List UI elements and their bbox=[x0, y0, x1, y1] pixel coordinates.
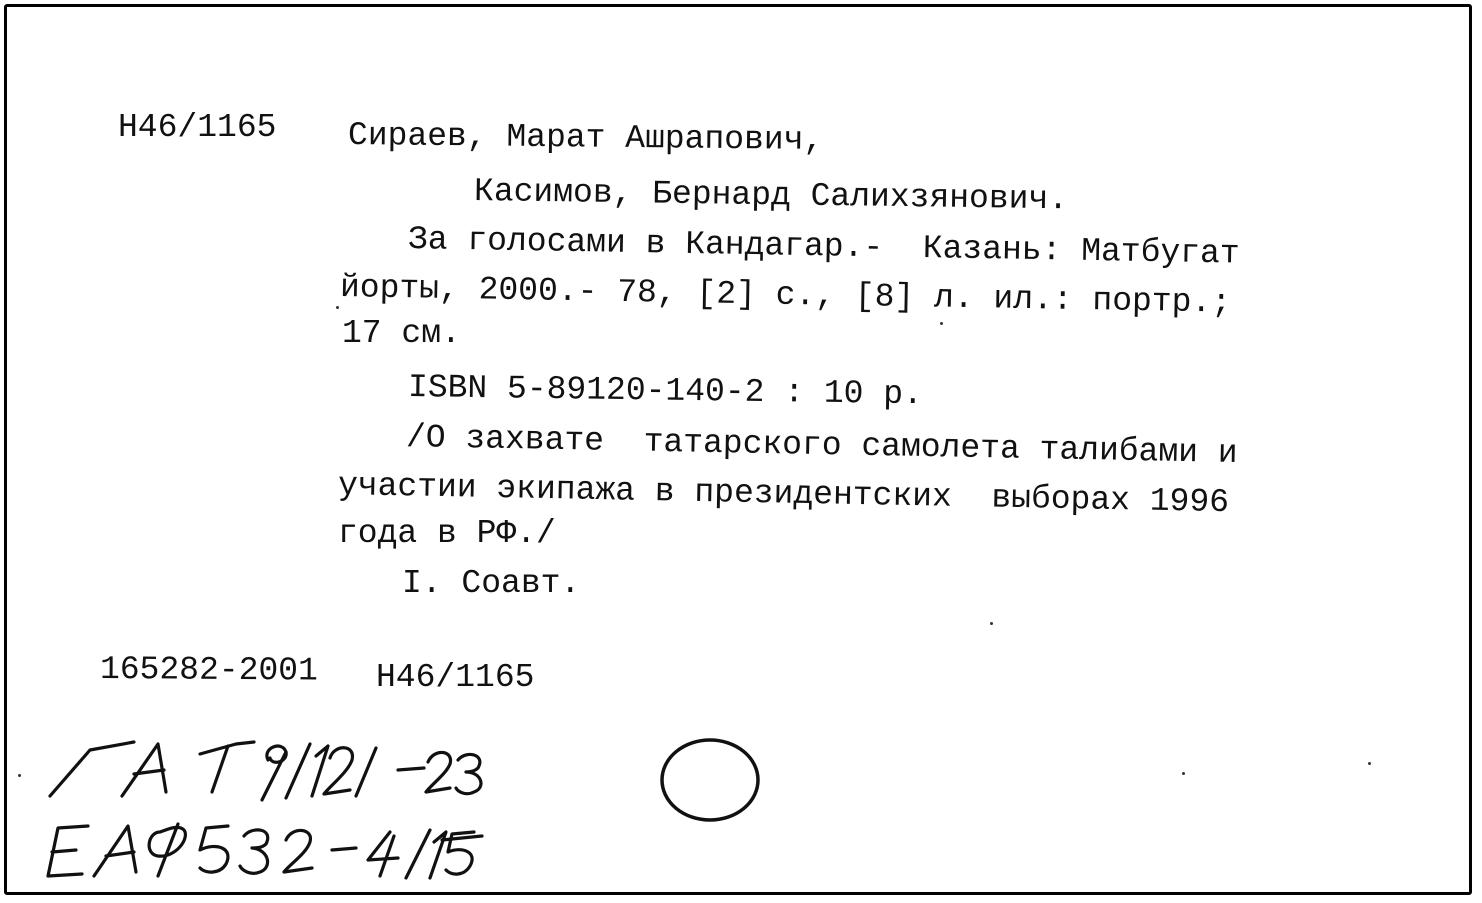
call-number: Н46/1165 bbox=[118, 109, 277, 146]
note-line-3: года в РФ./ bbox=[338, 515, 556, 552]
scan-speck bbox=[990, 622, 993, 625]
scan-speck bbox=[18, 774, 21, 777]
title-statement: За голосами в Кандагар.- Казань: Матбугат bbox=[407, 221, 1240, 273]
isbn-line: ISBN 5-89120-140-2 : 10 р. bbox=[407, 369, 924, 414]
accession-call-number: Н46/1165 bbox=[376, 659, 535, 696]
handwritten-line-1 bbox=[50, 742, 481, 800]
circle-stamp bbox=[656, 736, 766, 824]
imprint-line-1: йорты, 2000.- 78, [2] с., [8] л. ил.: портр.; bbox=[339, 269, 1232, 322]
note-line-1: /О захвате татарского самолета талибами и bbox=[405, 419, 1238, 472]
author-primary: Сираев, Марат Ашрапович, bbox=[347, 117, 824, 159]
scan-speck bbox=[336, 306, 339, 309]
handwritten-line-2 bbox=[48, 824, 482, 878]
imprint-line-2: 17 см. bbox=[342, 315, 461, 352]
accession-number: 165282-2001 bbox=[99, 651, 318, 690]
note-line-2: участии экипажа в президентских выборах 1996 bbox=[337, 467, 1230, 522]
scan-speck bbox=[1182, 772, 1185, 775]
handwritten-shelf-marks bbox=[30, 730, 590, 900]
tracing-line: I. Соавт. bbox=[402, 565, 581, 602]
scan-speck bbox=[940, 322, 943, 325]
scan-speck bbox=[1368, 762, 1371, 765]
author-secondary: Касимов, Бернард Салихзянович. bbox=[473, 173, 1069, 219]
